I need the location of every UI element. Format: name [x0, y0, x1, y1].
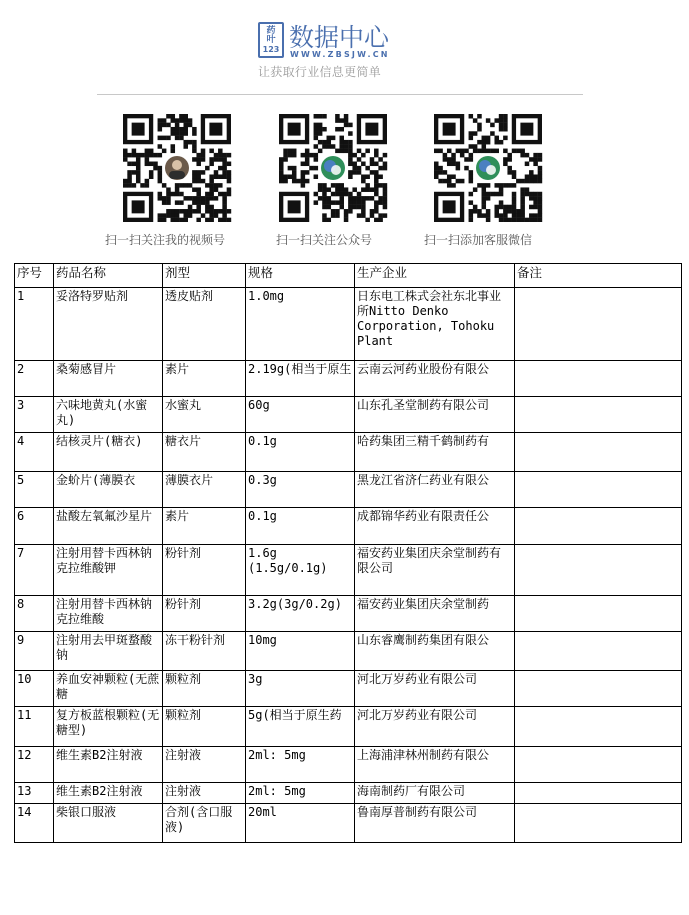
- cell-no: [15, 707, 54, 747]
- cell-spec: [246, 804, 355, 843]
- cell-spec: [246, 397, 355, 433]
- cell-spec: [246, 545, 355, 596]
- cell-text: 60g: [248, 398, 270, 412]
- brand-logo: [258, 20, 448, 82]
- cell-text: 6: [17, 509, 25, 523]
- cell-text: 合剂(含口服液): [165, 805, 233, 834]
- table-row: [15, 433, 682, 472]
- qr-code-service-wechat: [430, 114, 546, 222]
- cell-maker: [355, 361, 515, 397]
- cell-name: [54, 508, 163, 545]
- cell-text: [517, 289, 679, 360]
- cell-name: [54, 783, 163, 804]
- cell-name: [54, 632, 163, 671]
- cell-text: [517, 398, 679, 432]
- cell-form: [163, 747, 246, 783]
- cell-text: 3: [17, 398, 25, 412]
- cell-text: 河北万岁药业有限公司: [357, 672, 478, 686]
- cell-spec: [246, 361, 355, 397]
- table-row: [15, 288, 682, 361]
- cell-text: 桑菊感冒片: [56, 362, 117, 376]
- cell-note: [515, 433, 682, 472]
- cell-no: [15, 671, 54, 707]
- logo-slogan: 让获取行业信息更简单: [258, 65, 382, 79]
- header-note: 备注: [515, 264, 682, 288]
- cell-maker: [355, 508, 515, 545]
- qr-caption-video: 扫一扫关注我的视频号: [105, 233, 226, 247]
- cell-spec: [246, 632, 355, 671]
- cell-text: [517, 784, 679, 803]
- cell-name: [54, 397, 163, 433]
- cell-note: [515, 747, 682, 783]
- cell-no: [15, 783, 54, 804]
- cell-text: 山东孔圣堂制药有限公司: [357, 398, 490, 412]
- header-spec: 规格: [246, 264, 355, 288]
- cell-form: [163, 288, 246, 361]
- cell-text: 山东睿鹰制药集团有限公: [357, 633, 490, 647]
- cell-form: [163, 472, 246, 508]
- cell-note: [515, 508, 682, 545]
- cell-text: 金蚧片(薄膜衣: [56, 473, 136, 487]
- cell-text: 河北万岁药业有限公司: [357, 708, 478, 722]
- cell-text: [517, 509, 679, 544]
- logo-title: 数据中心: [289, 23, 390, 52]
- cell-form: [163, 783, 246, 804]
- cell-form: [163, 632, 246, 671]
- cell-maker: [355, 433, 515, 472]
- cell-text: 0.3g: [248, 473, 277, 487]
- cell-text: [517, 597, 679, 631]
- table-row: [15, 397, 682, 433]
- cell-spec: [246, 508, 355, 545]
- table-header-row: [15, 264, 682, 288]
- cell-text: 1.6g (1.5g/0.1g): [248, 546, 328, 575]
- cell-text: 素片: [165, 362, 190, 376]
- cell-spec: [246, 433, 355, 472]
- cell-name: [54, 545, 163, 596]
- brand-logo-icon: [319, 154, 347, 182]
- cell-text: 上海浦津林州制药有限公: [357, 748, 490, 762]
- drug-table: [14, 263, 682, 843]
- cell-text: 10mg: [248, 633, 277, 647]
- table-row: [15, 596, 682, 632]
- cell-text: 0.1g: [248, 509, 277, 523]
- table-row: [15, 783, 682, 804]
- cell-text: 颗粒剂: [165, 708, 202, 722]
- cell-note: [515, 288, 682, 361]
- cell-no: [15, 472, 54, 508]
- cell-text: 13: [17, 784, 32, 798]
- cell-text: 糖衣片: [165, 434, 202, 448]
- cell-form: [163, 804, 246, 843]
- cell-note: [515, 632, 682, 671]
- table-row: [15, 747, 682, 783]
- cell-text: 成都锦华药业有限责任公: [357, 509, 490, 523]
- cell-form: [163, 707, 246, 747]
- avatar-icon: [163, 154, 191, 182]
- cell-text: 哈药集团三精千鹤制药有: [357, 434, 490, 448]
- cell-text: 8: [17, 597, 25, 611]
- cell-text: 云南云河药业股份有限公: [357, 362, 490, 376]
- cell-maker: [355, 783, 515, 804]
- cell-text: [517, 672, 679, 706]
- cell-text: 20ml: [248, 805, 277, 819]
- table-row: [15, 361, 682, 397]
- cell-note: [515, 545, 682, 596]
- cell-form: [163, 671, 246, 707]
- cell-text: [517, 473, 679, 507]
- cell-no: [15, 397, 54, 433]
- cell-form: [163, 545, 246, 596]
- cell-maker: [355, 747, 515, 783]
- cell-no: [15, 596, 54, 632]
- logo-url: WWW.ZBSJW.CN: [290, 50, 390, 59]
- cell-no: [15, 747, 54, 783]
- cell-text: 结核灵片(糖衣): [56, 434, 143, 448]
- cell-text: 黑龙江省济仁药业有限公: [357, 473, 490, 487]
- cell-note: [515, 596, 682, 632]
- header-form: 剂型: [163, 264, 246, 288]
- cell-text: 水蜜丸: [165, 398, 202, 412]
- cell-text: 3.2g(3g/0.2g): [248, 597, 342, 611]
- cell-maker: [355, 288, 515, 361]
- cell-text: [517, 546, 679, 595]
- cell-text: 福安药业集团庆余堂制药有限公司: [357, 546, 502, 575]
- cell-name: [54, 671, 163, 707]
- header-no: 序号: [15, 264, 54, 288]
- cell-no: [15, 361, 54, 397]
- table-row: [15, 632, 682, 671]
- cell-text: 盐酸左氧氟沙星片: [56, 509, 153, 523]
- brand-logo-icon: [474, 154, 502, 182]
- cell-name: [54, 707, 163, 747]
- cell-note: [515, 783, 682, 804]
- cell-note: [515, 472, 682, 508]
- cell-no: [15, 545, 54, 596]
- cell-no: [15, 288, 54, 361]
- cell-text: 注射用替卡西林钠克拉维酸: [56, 597, 153, 626]
- cell-name: [54, 288, 163, 361]
- cell-text: 粉针剂: [165, 546, 202, 560]
- cell-text: 维生素B2注射液: [56, 784, 143, 798]
- cell-note: [515, 397, 682, 433]
- table-row: [15, 804, 682, 843]
- cell-text: [517, 362, 679, 396]
- cell-text: 5g(相当于原生药: [248, 708, 342, 722]
- cell-text: 柴银口服液: [56, 805, 117, 819]
- cell-text: 注射液: [165, 748, 202, 762]
- qr-code-official-account: [275, 114, 391, 222]
- cell-maker: [355, 804, 515, 843]
- cell-spec: [246, 596, 355, 632]
- header-name: 药品名称: [54, 264, 163, 288]
- cell-text: [517, 748, 679, 782]
- cell-note: [515, 804, 682, 843]
- table-row: [15, 545, 682, 596]
- cell-maker: [355, 632, 515, 671]
- cell-text: 7: [17, 546, 25, 560]
- cell-form: [163, 433, 246, 472]
- cell-text: 鲁南厚普制药有限公司: [357, 805, 478, 819]
- cell-text: 复方板蓝根颗粒(无糖型): [56, 708, 160, 737]
- cell-text: 颗粒剂: [165, 672, 202, 686]
- cell-form: [163, 508, 246, 545]
- cell-maker: [355, 596, 515, 632]
- cell-maker: [355, 472, 515, 508]
- cell-text: 5: [17, 473, 25, 487]
- cell-spec: [246, 707, 355, 747]
- cell-text: 2.19g(相当于原生: [248, 362, 352, 376]
- cell-text: 10: [17, 672, 32, 686]
- cell-maker: [355, 707, 515, 747]
- cell-spec: [246, 288, 355, 361]
- cell-text: [517, 434, 679, 471]
- cell-maker: [355, 397, 515, 433]
- cell-text: 六味地黄丸(水蜜丸): [56, 398, 148, 427]
- cell-name: [54, 596, 163, 632]
- cell-text: 注射液: [165, 784, 202, 798]
- cell-text: [517, 633, 679, 670]
- cell-spec: [246, 671, 355, 707]
- header-divider: [97, 94, 583, 95]
- cell-form: [163, 361, 246, 397]
- cell-no: [15, 508, 54, 545]
- cell-text: 4: [17, 434, 25, 448]
- cell-text: 福安药业集团庆余堂制药: [357, 597, 490, 611]
- cell-text: 3g: [248, 672, 263, 686]
- cell-text: 14: [17, 805, 32, 819]
- cell-no: [15, 804, 54, 843]
- cell-text: 12: [17, 748, 32, 762]
- cell-text: 透皮贴剂: [165, 289, 214, 303]
- qr-caption-official-account: 扫一扫关注公众号: [276, 233, 373, 247]
- cell-note: [515, 707, 682, 747]
- cell-name: [54, 804, 163, 843]
- cell-text: 海南制药厂有限公司: [357, 784, 466, 798]
- cell-text: 注射用去甲斑蝥酸钠: [56, 633, 153, 662]
- cell-text: 注射用替卡西林钠克拉维酸钾: [56, 546, 153, 575]
- logo-badge-line-2: 叶: [266, 34, 276, 45]
- cell-text: 维生素B2注射液: [56, 748, 143, 762]
- table-row: [15, 671, 682, 707]
- cell-spec: [246, 783, 355, 804]
- cell-form: [163, 596, 246, 632]
- cell-name: [54, 361, 163, 397]
- cell-text: 2ml: 5mg: [248, 748, 306, 762]
- cell-text: 1: [17, 289, 25, 303]
- cell-no: [15, 433, 54, 472]
- cell-text: 2ml: 5mg: [248, 784, 306, 798]
- cell-text: 薄膜衣片: [165, 473, 214, 487]
- cell-text: 妥洛特罗贴剂: [56, 289, 129, 303]
- cell-maker: [355, 671, 515, 707]
- cell-name: [54, 433, 163, 472]
- cell-text: 冻干粉针剂: [165, 633, 226, 647]
- table-row: [15, 508, 682, 545]
- qr-caption-service-wechat: 扫一扫添加客服微信: [424, 233, 533, 247]
- cell-note: [515, 671, 682, 707]
- cell-text: 素片: [165, 509, 190, 523]
- table-row: [15, 707, 682, 747]
- cell-text: 粉针剂: [165, 597, 202, 611]
- cell-spec: [246, 472, 355, 508]
- cell-note: [515, 361, 682, 397]
- cell-text: [517, 805, 679, 842]
- cell-text: 日东电工株式会社东北事业所Nitto Denko Corporation, Tohoku Plant: [357, 289, 502, 348]
- logo-badge-icon: [258, 22, 284, 58]
- logo-badge-line-3: 123: [262, 44, 280, 54]
- cell-text: 9: [17, 633, 25, 647]
- cell-text: [517, 708, 679, 746]
- logo-badge-line-1: 药: [266, 25, 276, 36]
- cell-text: 养血安神颗粒(无蔗糖: [56, 672, 160, 701]
- qr-code-video: [119, 114, 235, 222]
- cell-form: [163, 397, 246, 433]
- header-maker: 生产企业: [355, 264, 515, 288]
- cell-maker: [355, 545, 515, 596]
- cell-name: [54, 747, 163, 783]
- cell-text: 11: [17, 708, 32, 722]
- cell-text: 1.0mg: [248, 289, 285, 303]
- cell-spec: [246, 747, 355, 783]
- cell-name: [54, 472, 163, 508]
- table-row: [15, 472, 682, 508]
- cell-text: 0.1g: [248, 434, 277, 448]
- cell-no: [15, 632, 54, 671]
- cell-text: 2: [17, 362, 25, 376]
